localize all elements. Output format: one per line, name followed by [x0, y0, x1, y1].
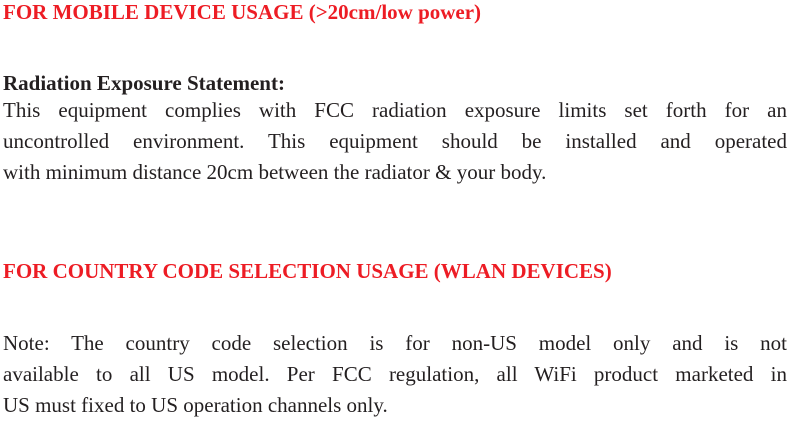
radiation-exposure-paragraph: [3, 95, 787, 188]
paragraph-line: uncontrolled environment. This equipment should be installed and operated: [3, 129, 787, 153]
country-code-selection-heading: FOR COUNTRY CODE SELECTION USAGE (WLAN DEVICES): [3, 259, 612, 283]
radiation-exposure-title: Radiation Exposure Statement:: [3, 71, 285, 95]
paragraph-line: US must fixed to US operation channels only.: [3, 393, 388, 417]
paragraph-line: This equipment complies with FCC radiation exposure limits set forth for an: [3, 98, 787, 122]
mobile-device-usage-heading: FOR MOBILE DEVICE USAGE (>20cm/low power): [3, 0, 482, 24]
paragraph-line: Note: The country code selection is for non-US model only and is not: [3, 331, 787, 355]
paragraph-line: with minimum distance 20cm between the radiator & your body.: [3, 160, 547, 184]
paragraph-line: available to all US model. Per FCC regulation, all WiFi product marketed in: [3, 362, 787, 386]
country-code-note-paragraph: [3, 328, 787, 421]
